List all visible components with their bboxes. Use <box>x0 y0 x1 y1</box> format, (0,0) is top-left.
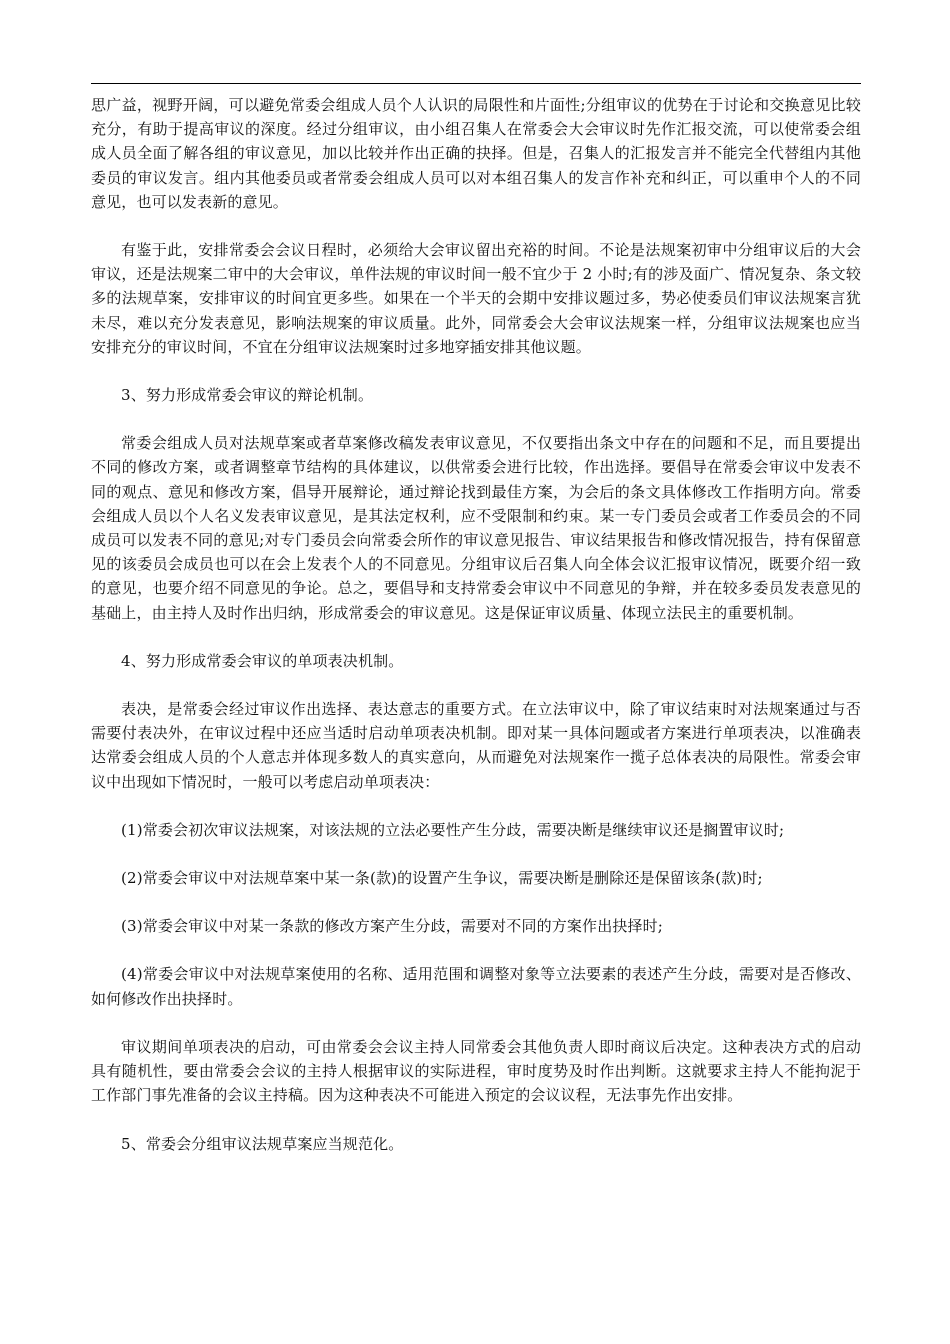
list-item: (4)常委会审议中对法规草案使用的名称、适用范围和调整对象等立法要素的表述产生分歧，需要对是否修改、如何修改作出抉择时。 <box>91 965 861 1008</box>
list-item: (1)常委会初次审议法规案，对该法规的立法必要性产生分歧，需要决断是继续审议还是搁置审议时; <box>121 820 785 839</box>
list-item: (2)常委会审议中对法规草案中某一条(款)的设置产生争议，需要决断是删除还是保留该条(款)时; <box>121 869 763 888</box>
section-heading: 5、常委会分组审议法规草案应当规范化。 <box>121 1134 404 1153</box>
paragraph: 审议期间单项表决的启动，可由常委会会议主持人同常委会其他负责人即时商议后决定。这种表决方式的启动具有随机性，要由常委会会议的主持人根据审议的实际进程，审时度势及时作出判断。这就要求主持人不能拘泥于工作部门事先准备的会议主持稿。因为这种表决不可能进入预定的会议议程，无法事先作出安排。 <box>91 1037 861 1105</box>
paragraph: 有鉴于此，安排常委会会议日程时，必须给大会审议留出充裕的时间。不论是法规案初审中分组审议后的大会审议，还是法规案二审中的大会审议，单件法规的审议时间一般不宜少于 2 小时;有的涉及面广、情况复杂、条文较多的法规草案，安排审议的时间宜更多些。如果在一个半天的会期中安排议题过多，势必使委员们审议法规案言犹未尽，难以充分发表意见，影响法规案的审议质量。此外，同常委会大会审议法规案一样，分组审议法规案也应当安排充分的审议时间，不宜在分组审议法规案时过多地穿插安排其他议题。 <box>91 241 861 356</box>
section-heading: 4、努力形成常委会审议的单项表决机制。 <box>121 651 404 670</box>
document-body <box>91 93 861 1180</box>
section-heading: 3、努力形成常委会审议的辩论机制。 <box>121 386 374 405</box>
list-item: (3)常委会审议中对某一条款的修改方案产生分歧，需要对不同的方案作出抉择时; <box>121 917 664 936</box>
paragraph: 思广益，视野开阔，可以避免常委会组成人员个人认识的局限性和片面性;分组审议的优势在于讨论和交换意见比较充分，有助于提高审议的深度。经过分组审议，由小组召集人在常委会大会审议时先作汇报交流，可以使常委会组成人员全面了解各组的审议意见，加以比较并作出正确的抉择。但是，召集人的汇报发言并不能完全代替组内其他委员的审议发言。组内其他委员或者常委会组成人员可以对本组召集人的发言作补充和纠正，可以重申个人的不同意见，也可以发表新的意见。 <box>91 96 861 211</box>
paragraph: 常委会组成人员对法规草案或者草案修改稿发表审议意见，不仅要指出条文中存在的问题和不足，而且要提出不同的修改方案，或者调整章节结构的具体建议，以供常委会进行比较，作出选择。要倡导在常委会审议中发表不同的观点、意见和修改方案，倡导开展辩论，通过辩论找到最佳方案，为会后的条文具体修改工作指明方向。常委会组成人员以个人名义发表审议意见，是其法定权利，应不受限制和约束。某一专门委员会或者工作委员会的不同成员可以发表不同的意见;对专门委员会向常委会所作的审议意见报告、审议结果报告和修改情况报告，持有保留意见的该委员会成员也可以在会上发表个人的不同意见。分组审议后召集人向全体会议汇报审议情况，既要介绍一致的意见，也要介绍不同意见的争论。总之，要倡导和支持常委会审议中不同意见的争辩，并在较多委员发表意见的基础上，由主持人及时作出归纳，形成常委会的审议意见。这是保证审议质量、体现立法民主的重要机制。 <box>91 434 861 622</box>
paragraph: 表决，是常委会经过审议作出选择、表达意志的重要方式。在立法审议中，除了审议结束时对法规案通过与否需要付表决外，在审议过程中还应当适时启动单项表决机制。即对某一具体问题或者方案进行单项表决，以准确表达常委会组成人员的个人意志并体现多数人的真实意向，从而避免对法规案作一揽子总体表决的局限性。常委会审议中出现如下情况时，一般可以考虑启动单项表决： <box>91 700 861 791</box>
header-rule <box>91 83 861 84</box>
